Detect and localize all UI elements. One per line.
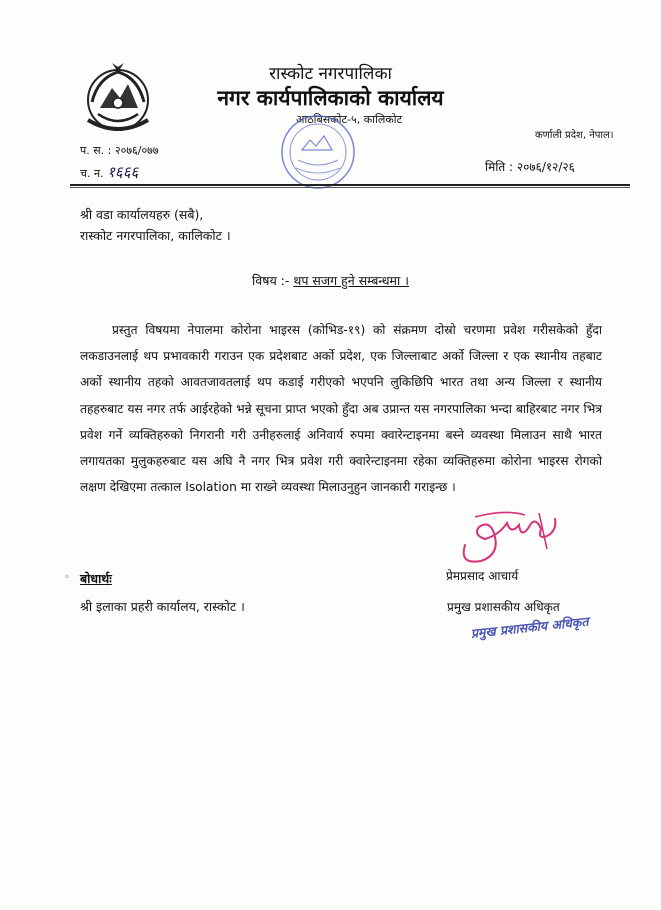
office-name: नगर कार्यपालिकाको कार्यालय [217,86,444,110]
recipient-line-1: श्री वडा कार्यालयहरु (सबै), [80,207,204,222]
signatory-name: प्रेमप्रसाद आचार्य [446,569,519,583]
dispatch-number-label: च. न. [80,167,104,180]
designation-stamp: प्रमुख प्रशासकीय अधिकृत [470,613,590,641]
municipality-name: रास्कोट नगरपालिका [269,64,392,84]
office-address: आठबिसकोट-५, कालिकोट [296,113,403,126]
recipient-line-2: रास्कोट नगरपालिका, कालिकोट । [80,228,231,243]
dispatch-number [80,162,138,182]
handwritten-signature [455,505,565,570]
subject-line [0,272,661,289]
signatory-designation: प्रमुख प्रशासकीय अधिकृत [447,600,560,614]
reference-number: प. स. : २०७६/०७७ [80,144,159,157]
cc-recipient: श्री इलाका प्रहरी कार्यालय, रास्कोट । [80,599,245,614]
bullet-icon: ◦ [64,572,70,583]
letter-body: प्रस्तुत विषयमा नेपालमा कोरोना भाइरस (कोभिड-१९) को संक्रमण दोस्रो चरणमा प्रवेश गरीसकेको हुँदा लकडाउनलाई थप प्रभावकारी गराउन एक प्रदेशबाट अर्को प्रदेश, एक जिल्लाबाट अर्को जिल्ला र एक स्थानीय तहबाट अर्को स्थानीय तहको आवतजावतलाई थप कडाई गरीएको भएपनि लुकिछिपि भारत तथा अन्य जिल्ला र स्थानीय तहहरुबाट यस नगर तर्फ आईरहेको भन्ने सूचना प्राप्त भएको हुँदा अब उप्रान्त यस नगरपालिका भन्दा बाहिरबाट नगर भित्र प्रवेश गर्ने व्यक्तिहरुको निगरानी गरी उनीहरुलाई अनिवार्य रुपमा क्वारेन्टाइनमा बस्ने व्यवस्था मिलाउन साथै भारत लगायतका मुलुकहरुबाट यस अघि नै नगर भित्र प्रवेश गरी क्वारेन्टाइनमा रहेका व्यक्तिहरुमा कोरोना भाइरस रोगको लक्षण देखिएमा तत्काल Isolation मा राख्ने व्यवस्था मिलाउनुहुन जानकारी गराइन्छ । [80,323,602,495]
letter-date: मिति : २०७६/१२/२६ [485,160,575,174]
subject-text: थप सजग हुने सम्बन्धमा । [293,273,409,288]
header-divider [70,184,630,186]
subject-label: विषय :- [252,273,290,288]
header-divider-thin [70,187,630,188]
cc-label: बोधार्थः [80,571,112,586]
dispatch-number-value: १६६६ [107,163,139,181]
office-seal-icon [276,110,360,194]
province-label: कर्णाली प्रदेश, नेपाल। [535,130,614,141]
